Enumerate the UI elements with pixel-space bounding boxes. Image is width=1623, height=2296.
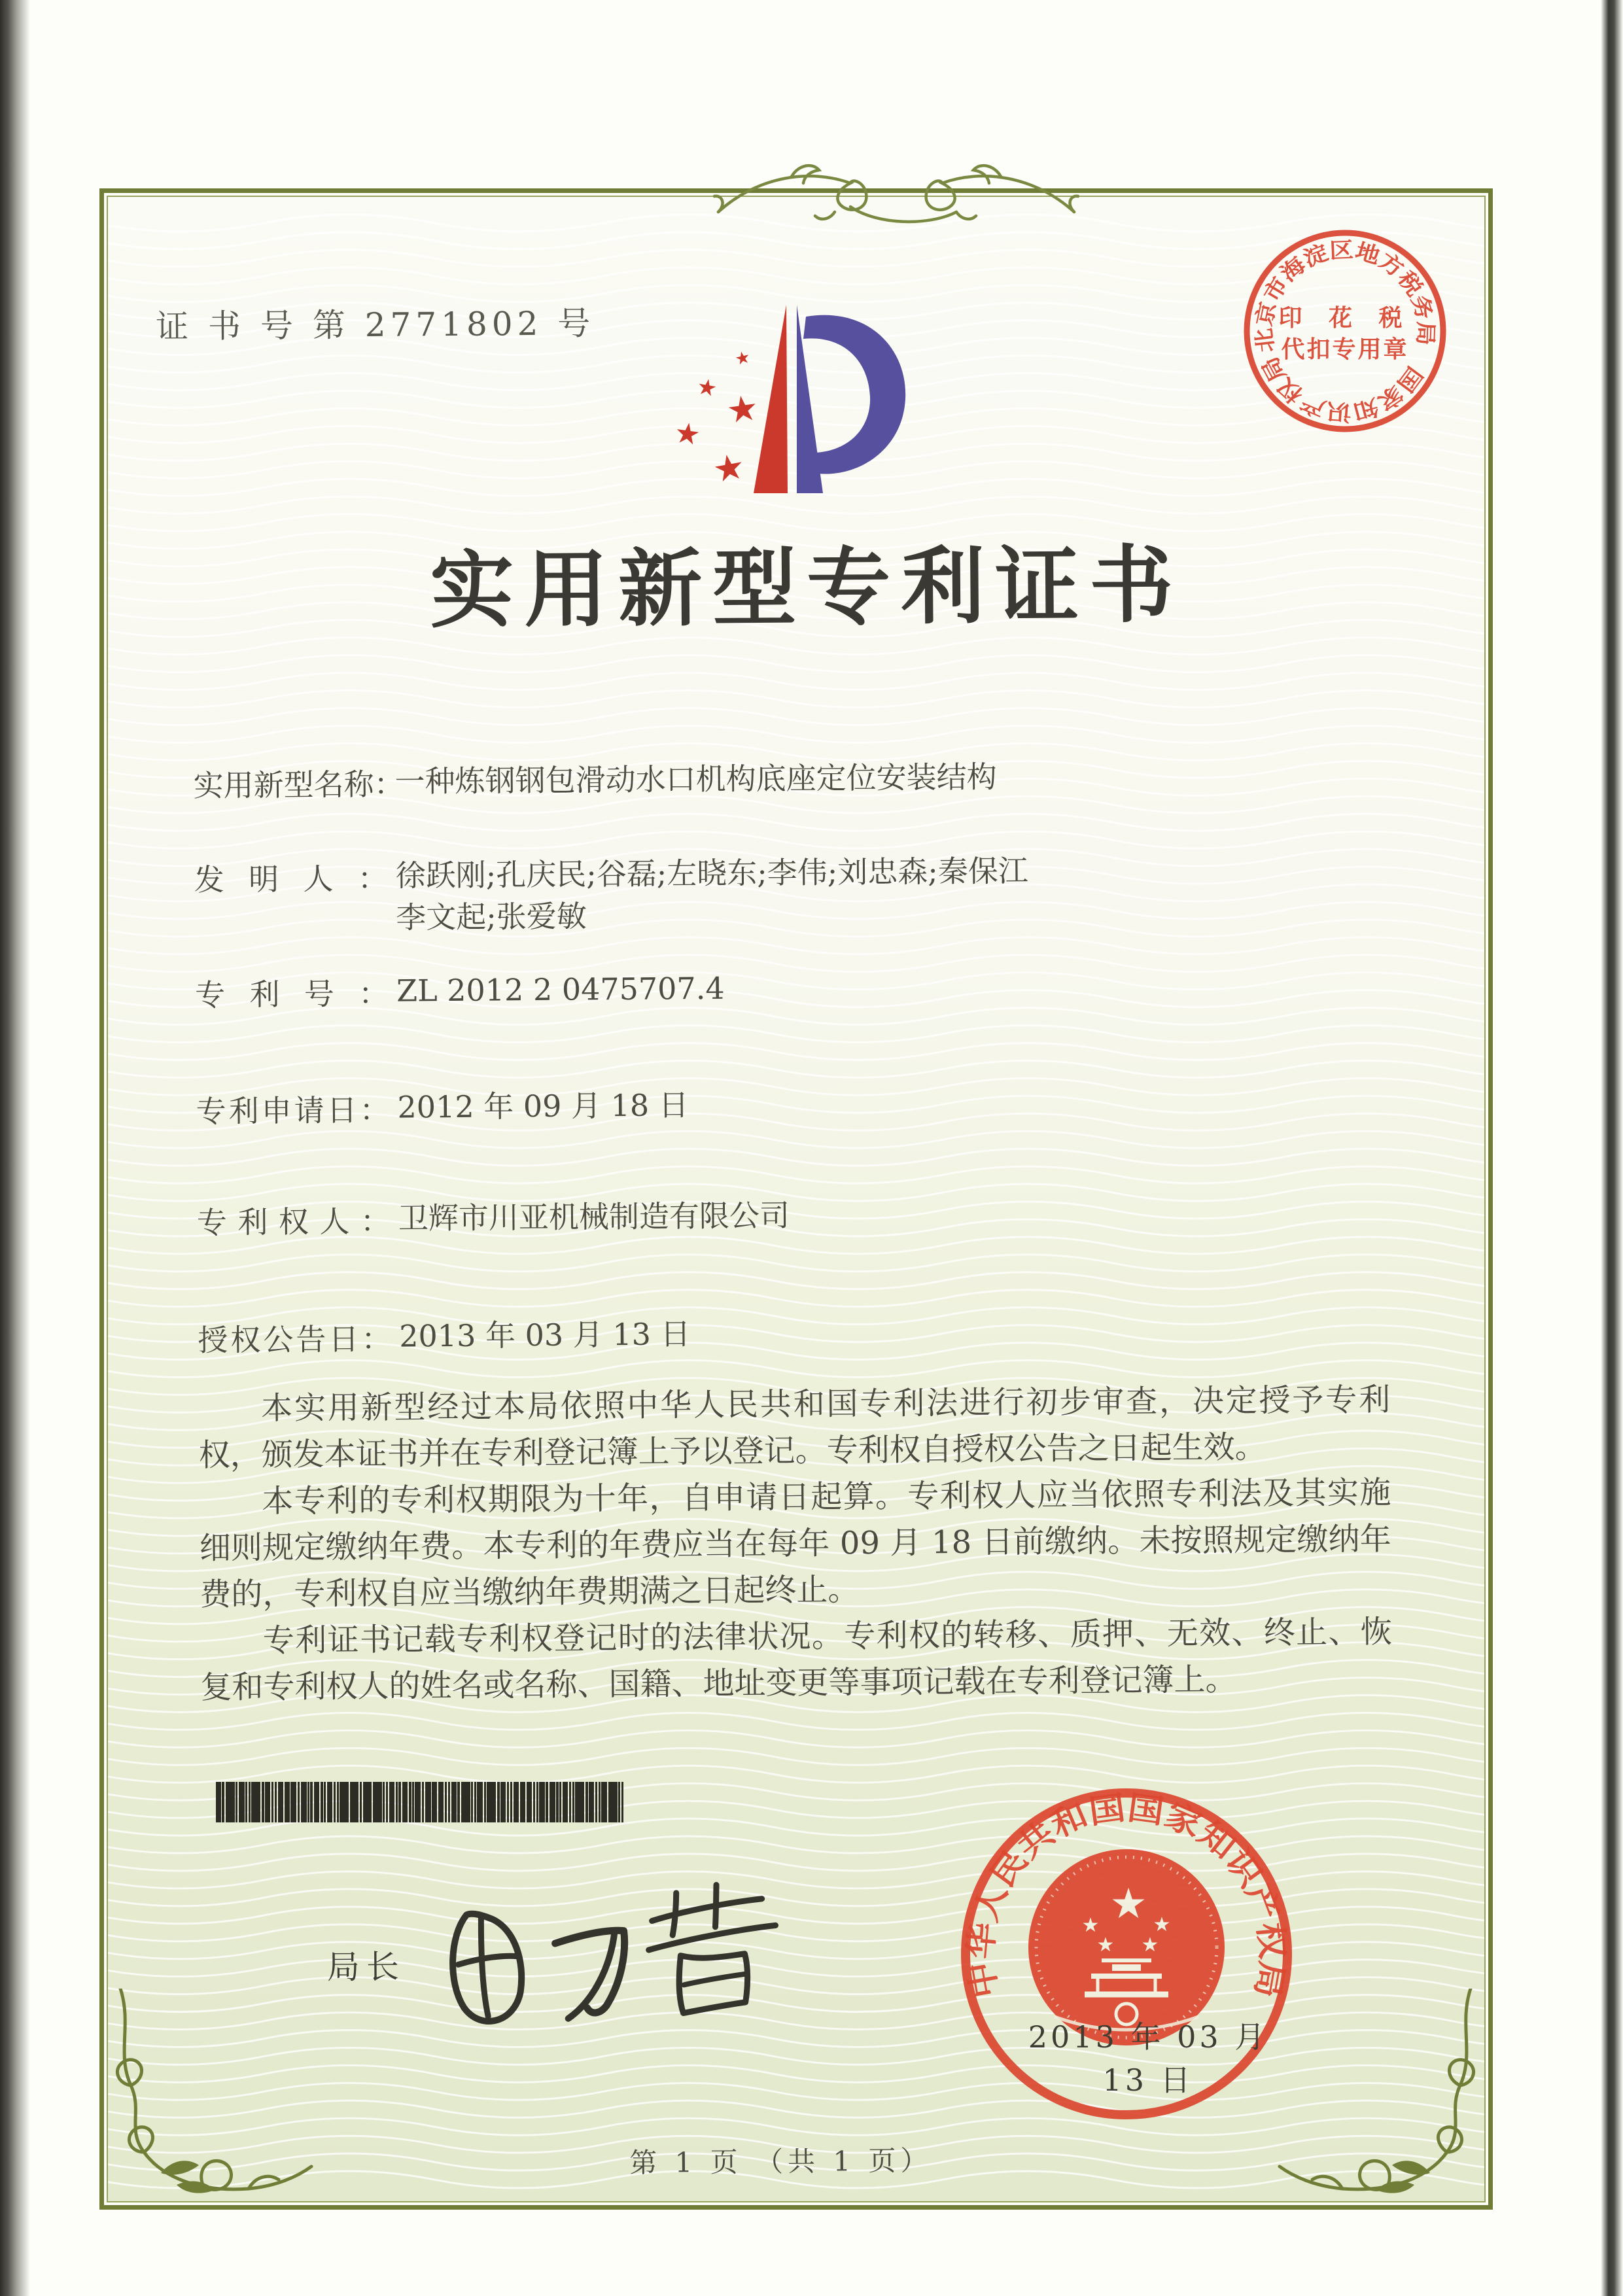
paragraph-1: 本实用新型经过本局依照中华人民共和国专利法进行初步审查，决定授予专利权，颁发本证书并在专利登记簿上予以登记。专利权自授权公告之日起生效。 [198, 1381, 1391, 1474]
scan-edge-right [1599, 0, 1623, 2296]
field-label: 授权公告日： [198, 1321, 392, 1359]
field-value: 2012 年 09 月 18 日 [397, 1087, 689, 1125]
inventors-line1: 徐跃刚;孔庆民;谷磊;左晓东;李伟;刘忠森;秦保江 [395, 853, 1028, 894]
field-utility-model-name [193, 756, 996, 805]
field-patent-number [195, 967, 725, 1015]
field-value: 卫辉市川亚机械制造有限公司 [398, 1197, 790, 1236]
svg-text:★: ★ [695, 373, 720, 403]
registry-seal-ring-text: 中华人民共和国国家知识产权局 [961, 1788, 1291, 2001]
field-label: 专利申请日： [196, 1092, 390, 1130]
page-footer: 第 1 页 （共 1 页） [629, 2144, 933, 2179]
svg-text:★: ★ [1141, 1934, 1159, 1957]
field-value: ZL 2012 2 0475707.4 [396, 970, 725, 1009]
field-patentee [197, 1194, 790, 1242]
field-inventors [194, 850, 1029, 940]
field-grant-date [198, 1313, 691, 1360]
paragraph-3: 专利证书记载专利权登记时的法律状况。专利权的转移、质押、无效、终止、恢复和专利权人的姓名或名称、国籍、地址变更等事项记载在专利登记簿上。 [200, 1613, 1393, 1707]
field-value: 2013 年 03 月 13 日 [399, 1316, 691, 1354]
scan-edge-left [0, 0, 30, 2296]
svg-text:★: ★ [709, 445, 748, 491]
director-role-label: 局长 [326, 1947, 406, 1987]
svg-text:★: ★ [1153, 1913, 1171, 1936]
svg-text:★: ★ [672, 415, 703, 453]
field-filing-date [196, 1084, 689, 1131]
seal-date: 2013 年 03 月 13 日 [1028, 2019, 1268, 2098]
tax-stamp-line1: 印 花 税 [1278, 305, 1412, 332]
tax-stamp-line2: 代扣专用章 [1281, 336, 1409, 363]
paragraph-2: 本专利的专利权期限为十年，自申请日起算。专利权人应当依照专利法及其实施细则规定缴纳年费。本专利的年费应当在每年 09 月 18 日前缴纳。未按照规定缴纳年费的，专利权自应当缴纳年费期满之日起终止。 [199, 1474, 1391, 1614]
field-value: 一种炼钢钢包滑动水口机构底座定位安装结构 [394, 759, 997, 799]
tax-stamp-bottom-text: 国家知识产权局 [1257, 354, 1427, 425]
tax-stamp-top-text: 北京市海淀区地方税务局 [1251, 237, 1439, 354]
field-label: 专利号： [194, 975, 389, 1013]
field-label: 专利权人： [196, 1203, 391, 1241]
field-value [395, 850, 1028, 939]
svg-text:★: ★ [1096, 1934, 1115, 1957]
inventors-line2: 李文起;张爱敏 [396, 898, 587, 935]
svg-text:★: ★ [1109, 1880, 1147, 1928]
field-label: 实用新型名称： [193, 766, 404, 804]
certificate-number: 证 书 号 第 2771802 号 [155, 304, 595, 346]
legal-paragraphs [198, 1377, 1393, 1711]
certificate-title: 实用新型专利证书 [429, 536, 1184, 640]
svg-text:★: ★ [724, 386, 761, 432]
field-label: 发明人： [194, 860, 388, 898]
svg-text:★: ★ [1081, 1914, 1100, 1937]
svg-text:★: ★ [733, 347, 752, 370]
